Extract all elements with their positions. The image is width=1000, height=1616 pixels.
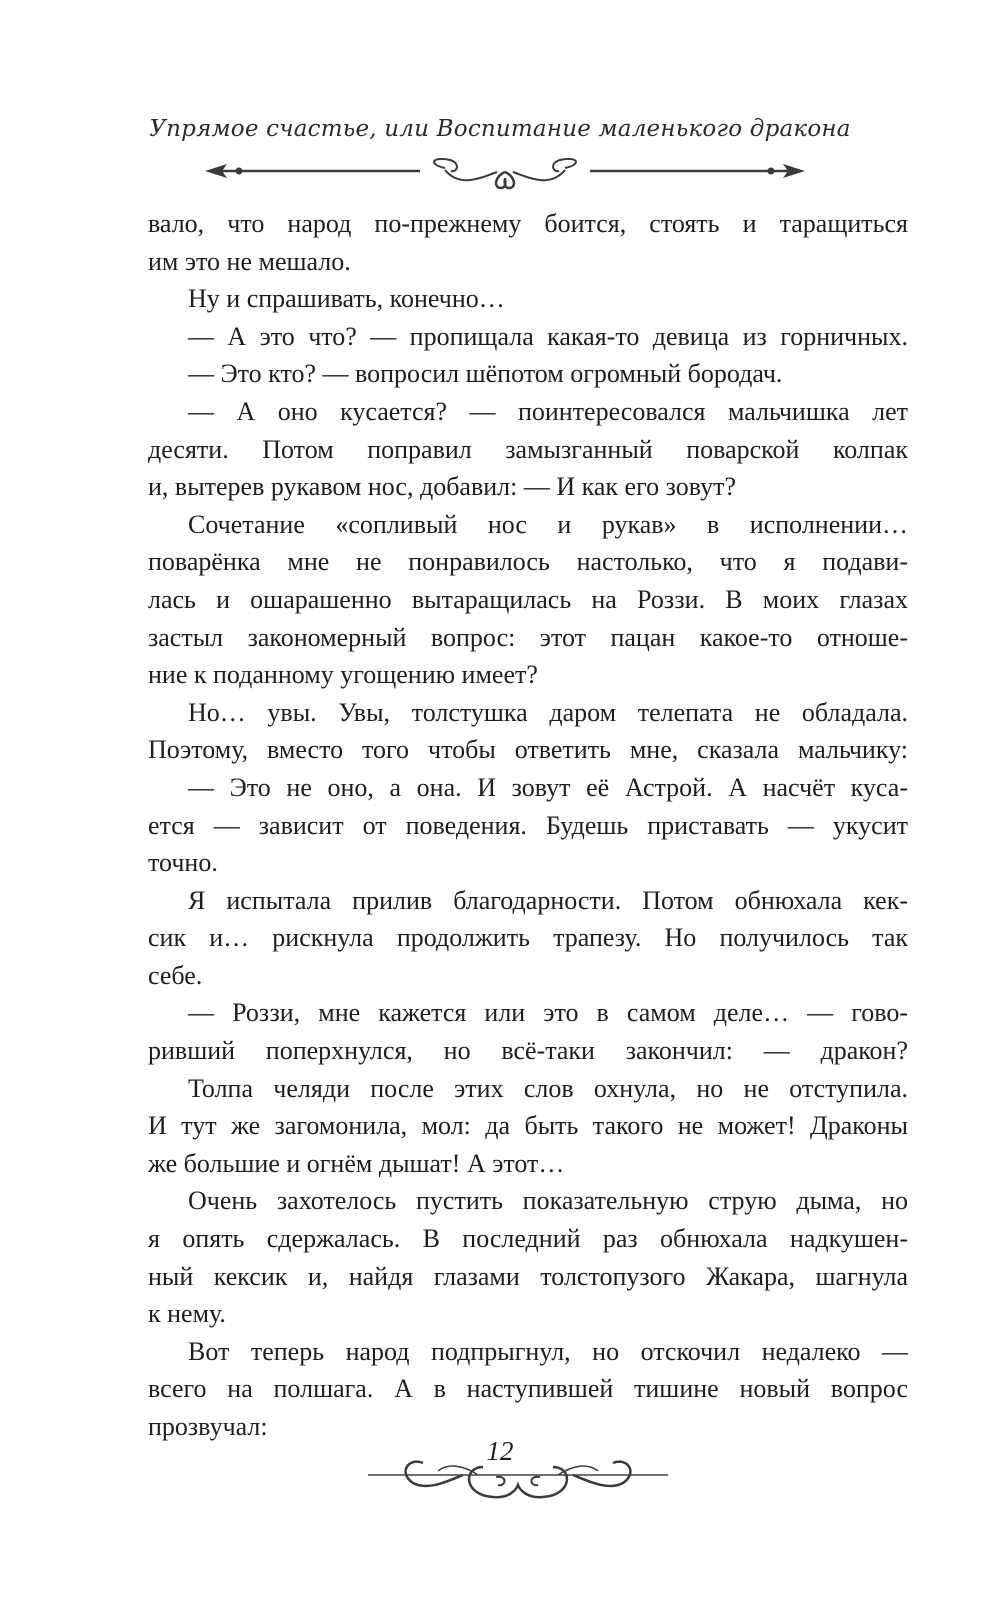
running-head: Упрямое счастье, или Воспитание маленького дракона [149,116,851,142]
page-number: 12 [486,1436,514,1466]
text-line: И тут же загомонила, мол: да быть такого не может! Драконы [148,1111,908,1141]
text-line: вало, что народ по-прежнему боится, стоять и таращиться [148,209,908,238]
text-line: ется — зависит от поведения. Будешь приставать — укусит [148,810,908,840]
text-line: застыл закономерный вопрос: этот пацан какое-то отноше- [148,622,908,652]
text-line: — А оно кусается? — поинтересовался мальчишка лет [188,396,908,426]
text-line: к нему. [148,1299,226,1329]
footer-ornament-flourish [368,1455,668,1515]
text-line: Толпа челяди после этих слов охнула, но не отступила. [188,1073,908,1103]
text-line: себе. [148,960,203,990]
text-line: Но… увы. Увы, толстушка даром телепата не обладала. [188,697,908,727]
text-line: всего на полшага. А в наступившей тишине новый вопрос [148,1374,908,1404]
text-line: десяти. Потом поправил замызганный поварской колпак [148,434,908,464]
text-line: прозвучал: [148,1412,268,1441]
text-line: же большие и огнём дышат! А этот… [148,1148,565,1178]
text-line: Очень захотелось пустить показательную струю дыма, но [188,1186,908,1216]
header-ornament-divider [205,158,805,194]
text-line: Сочетание «сопливый нос и рукав» в исполнении… [188,509,908,539]
text-line: Я испытала прилив благодарности. Потом обнюхала кек- [188,885,908,915]
text-line: — Это не оно, а она. И зовут её Астрой. А насчёт куса- [188,772,908,802]
text-line: Поэтому, вместо того чтобы ответить мне, сказала мальчику: [148,735,908,765]
text-line: им это не мешало. [148,246,351,276]
text-line: точно. [148,848,218,878]
text-line: ние к поданному угощению имеет? [148,660,538,690]
text-line: — А это что? — пропищала какая-то девица из горничных. [188,321,908,351]
text-line: — Это кто? — вопросил шёпотом огромный бородач. [188,359,783,389]
text-line: ривший поперхнулся, но всё-таки закончил: — дракон? [148,1036,908,1066]
text-line: Ну и спрашивать, конечно… [188,284,505,314]
body-text [148,205,908,1446]
text-line: сик и… рискнула продолжить трапезу. Но получилось так [148,923,908,953]
text-line: — Роззи, мне кажется или это в самом деле… — гово- [188,998,908,1028]
text-line: лась и ошарашенно вытаращилась на Роззи. В моих глазах [148,584,908,614]
text-line: поварёнка мне не понравилось настолько, что я подави- [148,547,908,577]
text-line: и, вытерев рукавом нос, добавил: — И как его зовут? [148,472,737,502]
text-line: ный кексик и, найдя глазами толстопузого Жакара, шагнула [148,1261,908,1291]
text-line: Вот теперь народ подпрыгнул, но отскочил недалеко — [188,1336,908,1366]
text-line: я опять сдержалась. В последний раз обнюхала надкушен- [148,1224,908,1254]
